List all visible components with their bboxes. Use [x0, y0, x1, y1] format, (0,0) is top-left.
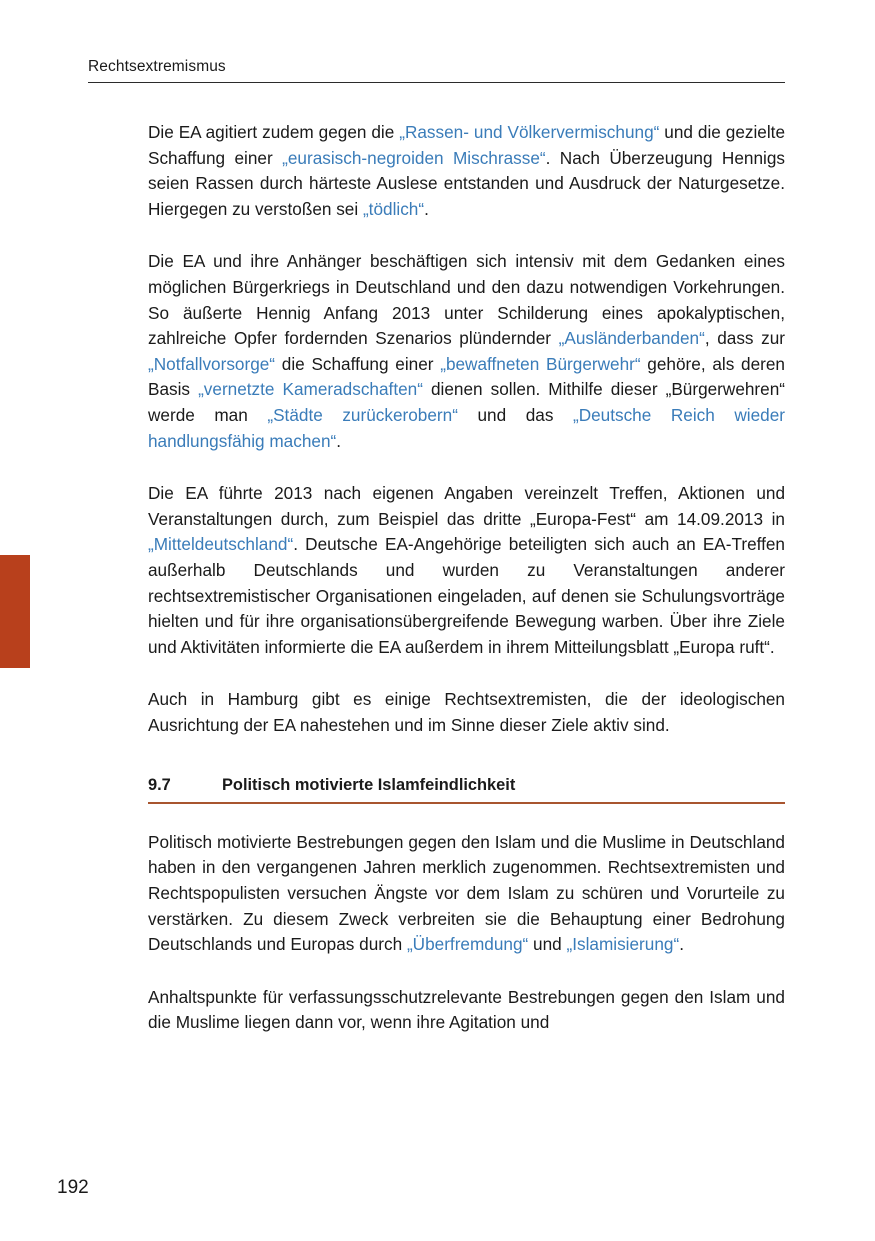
highlighted-quote: „Rassen- und Völkervermischung“ [399, 122, 660, 142]
highlighted-quote: „Mitteldeutschland“ [148, 534, 294, 555]
section-heading-row [148, 776, 785, 802]
highlighted-quote: „tödlich“ [362, 198, 425, 219]
text-run: Die EA führte 2013 nach eigenen Angaben vereinzelt Treffen, Aktionen und Veranstaltungen durch, zum Beispiel das dritte „Europa-Fest“ am 14.09.2013 in [148, 483, 785, 529]
text-run: und die gezielte Schaffung einer [148, 122, 786, 168]
text-run: . [679, 934, 684, 955]
page-number: 192 [57, 1177, 89, 1198]
text-run: und [528, 934, 567, 955]
body-text-column [148, 120, 785, 1036]
text-run: dienen sollen. Mithilfe dieser „Bürgerwehren“ werde man [148, 379, 786, 425]
highlighted-quote: „Überfremdung“ [406, 934, 529, 955]
running-head-label: Rechtsextremismus [88, 58, 226, 75]
section-heading-rule [148, 802, 785, 803]
running-head [88, 58, 785, 83]
text-run: . Nach Überzeugung Hennigs seien Rassen durch härteste Auslese entstanden und Ausdruck der Naturgesetze. Hiergegen zu verstoßen sei [148, 147, 785, 219]
text-run: Die EA agitiert zudem gegen die [148, 122, 400, 142]
highlighted-quote: „Notfallvorsorge“ [148, 353, 276, 374]
highlighted-quote: „eurasisch-negroiden Mischrasse“ [282, 147, 546, 168]
text-run: und das [457, 404, 573, 425]
paragraph-6 [148, 985, 785, 1036]
chapter-thumb-index-tab [0, 555, 30, 668]
text-run: gehöre, als deren Basis [148, 353, 785, 400]
text-run: . [336, 430, 342, 451]
text-run: Die EA und ihre Anhänger beschäftigen sich intensiv mit dem Gedanken eines möglichen Bürgerkriegs in Deutschland und den dazu notwendigen Vorkehrungen. So äußerte Hennig Anfang 2013 unter Schilderung eines apokalyptischen, zahlreiche Opfer fordernden Szenarios plündernder [148, 251, 785, 349]
text-run: Politisch motivierte Bestrebungen gegen den Islam und die Muslime in Deutschland haben in den vergangenen Jahren merklich zugenommen. Rechtsextremisten und Rechtspopulisten versuchen Ängste vor dem Islam zu schüren und Vorurteile zu verstärken. Zu diesem Zweck verbreiten sie die Behauptung einer Bedrohung Deutschlands und Europas durch [148, 831, 785, 955]
paragraph-1 [148, 120, 785, 222]
section-number: 9.7 [148, 776, 171, 795]
paragraph-4 [148, 687, 785, 738]
highlighted-quote: „Ausländerbanden“ [558, 328, 705, 349]
text-run: Auch in Hamburg gibt es einige Rechtsextremisten, die der ideologischen Ausrichtung der EA nahestehen und im Sinne dieser Ziele aktiv sind. [148, 689, 785, 735]
section-title: Politisch motivierte Islamfeindlichkeit [222, 776, 516, 795]
text-run: . [424, 198, 429, 219]
text-run: Anhaltspunkte für verfassungsschutzrelevante Bestrebungen gegen den Islam und die Muslime liegen dann vor, wenn ihre Agitation und [148, 986, 785, 1033]
highlighted-quote: „Städte zurückerobern“ [267, 404, 458, 425]
text-run: . Deutsche EA-Angehörige beteiligten sich auch an EA-Treffen außerhalb Deutschlands und wurden zu Veranstaltungen anderer rechtsextremistischer Organisationen eingeladen, auf denen sie Schulungsvorträge hielten und für ihre organisationsübergreifende Bewegung warben. Über ihre Ziele und Aktivitäten informierte die EA außerdem in ihrem Mitteilungsblatt „Europa ruft“. [148, 534, 785, 657]
paragraph-3 [148, 481, 785, 660]
highlighted-quote: „Deutsche Reich wieder handlungsfähig machen“ [148, 404, 785, 451]
paragraph-2 [148, 249, 785, 454]
section-heading [148, 776, 785, 803]
highlighted-quote: „vernetzte Kameradschaften“ [198, 379, 423, 400]
text-run: , dass zur [704, 328, 785, 349]
highlighted-quote: „bewaffneten Bürgerwehr“ [440, 353, 641, 374]
text-run: die Schaffung einer [275, 353, 441, 374]
running-head-rule [88, 82, 785, 83]
paragraph-5 [148, 830, 785, 958]
highlighted-quote: „Islamisierung“ [566, 934, 680, 955]
